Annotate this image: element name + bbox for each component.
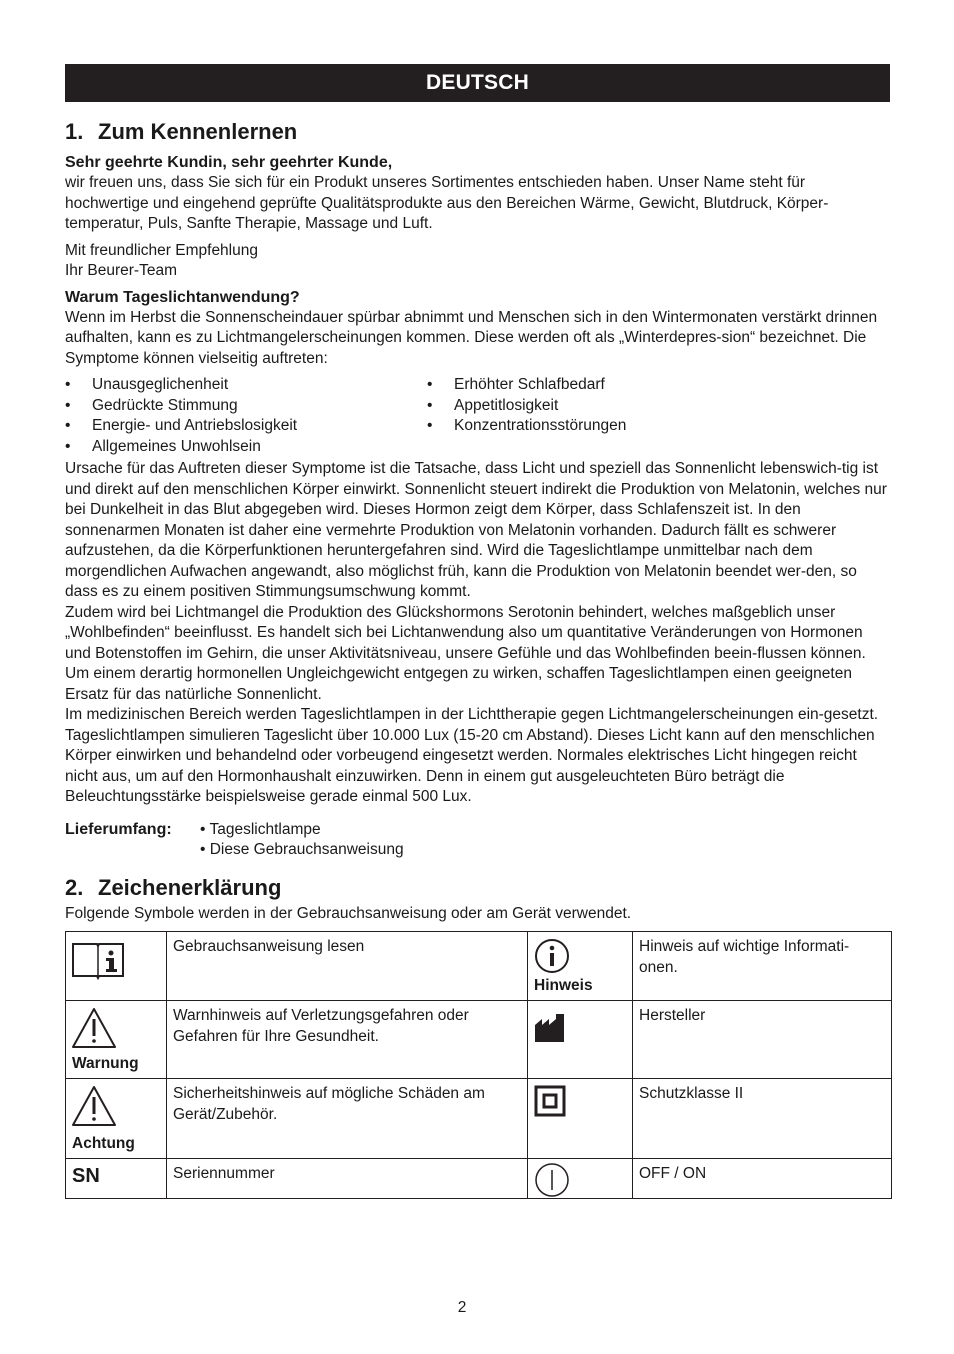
symbol-cell: [66, 932, 167, 1001]
delivery-items: [200, 820, 404, 860]
regards-line-1: Mit freundlicher Empfehlung: [65, 241, 258, 259]
symbols-intro: Folgende Symbole werden in der Gebrauchsanweisung oder am Gerät verwendet.: [65, 904, 632, 922]
section-1-title: Zum Kennenlernen: [98, 119, 298, 144]
serial-number-icon: SN: [72, 1165, 100, 1187]
why-daylight-paragraph: Wenn im Herbst die Sonnenscheindauer spürbar abnimmt und Menschen sich in den Wintermonaten verstärkt drinnen aufhalten, kann es zu Lichtmangelerscheinungen kommen. Diese werden oft als „Winterdepres-sion“ bezeichnet. Die Symptome können vielseitig auftreten:: [65, 308, 878, 367]
page-number: 2: [457, 1299, 467, 1316]
symbol-cell: [66, 1079, 167, 1159]
why-daylight-heading: Warum Tageslichtanwendung?: [65, 288, 300, 306]
greeting-heading: Sehr geehrte Kundin, sehr geehrter Kunde,: [65, 154, 393, 171]
delivery-label: Lieferumfang:: [65, 820, 172, 838]
cause-paragraph: Ursache für das Auftreten dieser Symptome ist die Tatsache, dass Licht und speziell das Sonnenlicht lebenswich-tig ist und direkt auf den menschlichen Körper einwirkt. Sonnenlicht steuert indirekt die Produktion von Melatonin, welches nur bei Dunkelheit in das Blut abgegeben wird. Dieses Hormon zeigt dem Körper, dass Schlafenszeit ist. In den sonnenarmen Monaten ist daher eine vermehrte Produktion von Melatonin vorhanden. Dadurch fällt es schwerer aufzustehen, da die Körperfunktionen heruntergefahren sind. Wird die Tageslichtlampe unmittelbar nach dem morgendlichen Aufwachen angewandt, also möglichst früh, kann die Produktion von Melatonin beendet wer-den, so dass es zu einem positiven Stimmungsumschwung kommt.: [65, 460, 887, 600]
symbol-cell: [66, 1001, 167, 1079]
caution-triangle-icon: [71, 1085, 117, 1127]
protection-class-ii-icon: [534, 1085, 566, 1117]
symbol-label: Warnung: [72, 1054, 139, 1072]
symbol-description: OFF / ON: [633, 1159, 892, 1199]
off-on-icon: [534, 1162, 570, 1198]
symptom-list-left: [65, 375, 427, 457]
section-2-heading: [65, 875, 890, 901]
symbol-description: Hersteller: [633, 1001, 892, 1079]
regards-line-2: Ihr Beurer-Team: [65, 262, 177, 279]
table-row: [66, 1159, 892, 1199]
language-banner: DEUTSCH: [65, 64, 890, 102]
list-item: • Gedrückte Stimmung: [65, 396, 427, 417]
info-circle-icon: [534, 938, 570, 974]
table-row: [66, 1001, 892, 1079]
list-item: • Energie- und Antriebslosigkeit: [65, 416, 427, 437]
list-item: • Konzentrationsstörungen: [427, 416, 626, 437]
symbol-label: Hinweis: [534, 976, 593, 994]
section-2-title: Zeichenerklärung: [98, 874, 282, 900]
symptom-list-right: [427, 375, 626, 457]
symbol-description: Warnhinweis auf Verletzungsgefahren oder Gefahren für Ihre Gesundheit.: [167, 1001, 528, 1079]
symbol-cell: [528, 1159, 633, 1199]
list-item: • Tageslichtlampe: [200, 820, 321, 838]
symbol-description: Gebrauchsanweisung lesen: [167, 932, 528, 1001]
section-2-number: 2.: [65, 874, 84, 900]
delivery-scope: [65, 820, 890, 860]
symbol-label: Achtung: [72, 1134, 135, 1152]
list-item: • Erhöhter Schlafbedarf: [427, 375, 626, 396]
symbol-description: Sicherheitshinweis auf mögliche Schäden am Gerät/Zubehör.: [167, 1079, 528, 1159]
symbol-cell: [528, 1001, 633, 1079]
page-content: [65, 64, 890, 1199]
manufacturer-factory-icon: [534, 1013, 566, 1043]
table-row: [66, 932, 892, 1001]
symbol-description: Hinweis auf wichtige Informati-onen.: [633, 932, 892, 1001]
serotonin-paragraph: Zudem wird bei Lichtmangel die Produktion des Glückshormons Serotonin behindert, welches maßgeblich unser „Wohlbefinden“ beeinflusst. Es handelt sich bei Lichtanwendung also um quantitative Veränderungen von Hormonen und Botenstoffen im Gehirn, die unser Aktivitätsniveau, unsere Gefühle und das Wohlbefinden beein-flussen können. Um einem derartig hormonellen Ungleichgewicht entgegen zu wirken, schaffen Tageslichtlampen einen geeigneten Ersatz für das natürliche Sonnenlicht.: [65, 603, 866, 703]
symbol-description: Seriennummer: [167, 1159, 528, 1199]
list-item: • Appetitlosigkeit: [427, 396, 626, 417]
intro-paragraph: wir freuen uns, dass Sie sich für ein Produkt unseres Sortimentes entschieden haben. Unser Name steht für hochwertige und eingehend geprüfte Qualitätsprodukte aus den Bereichen Wärme, Gewicht, Blutdruck, Körper-temperatur, Puls, Sanfte Therapie, Massage und Luft.: [65, 174, 829, 232]
warning-triangle-icon: [71, 1007, 117, 1049]
list-item: • Unausgeglichenheit: [65, 375, 427, 396]
section-1-heading: [65, 119, 890, 145]
manual-book-icon: [71, 940, 125, 980]
symbol-cell: [66, 1159, 167, 1199]
symptom-list: [65, 375, 890, 457]
symbol-table: [65, 931, 892, 1199]
list-item: • Allgemeines Unwohlsein: [65, 437, 427, 458]
medical-paragraph: Im medizinischen Bereich werden Tageslichtlampen in der Lichttherapie gegen Lichtmangelerscheinungen ein-gesetzt. Tageslichtlampen simulieren Tageslicht über 10.000 Lux (15-20 cm Abstand). Dieses Licht kann auf den menschlichen Körper einwirken und behandelnd oder vorbeugend eingesetzt werden. Normales elektrisches Licht hingegen reicht nicht aus, um auf den Hormonhaushalt einzuwirken. Denn in einem gut ausgeleuchteten Büro beträgt die Beleuchtungsstärke beispielsweise gerade einmal 500 Lux.: [65, 706, 879, 805]
symbol-cell: [528, 932, 633, 1001]
section-1-number: 1.: [65, 119, 84, 144]
symbol-cell: [528, 1079, 633, 1159]
symbol-description: Schutzklasse II: [633, 1079, 892, 1159]
table-row: [66, 1079, 892, 1159]
list-item: • Diese Gebrauchsanweisung: [200, 840, 404, 858]
